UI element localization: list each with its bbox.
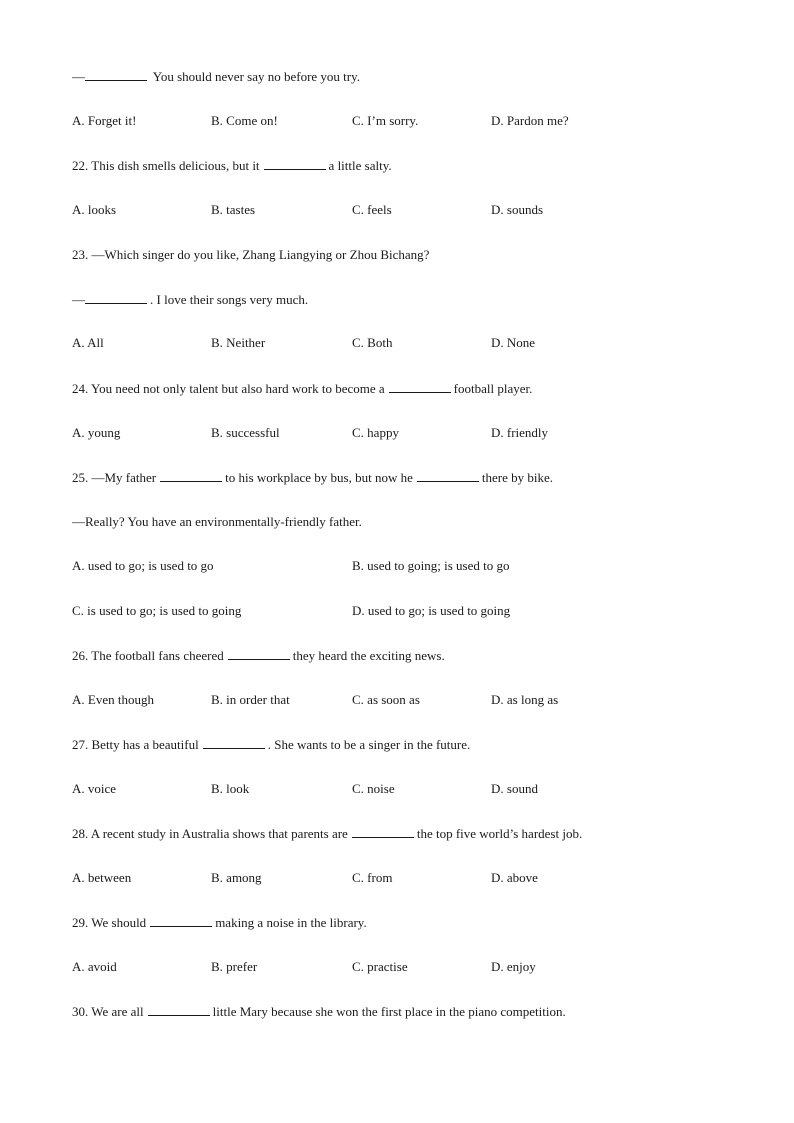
q29-stem: 29. We should (72, 915, 147, 930)
answer-blank (228, 647, 290, 660)
q27-tail: . She wants to be a singer in the future. (267, 737, 471, 752)
option-d: D. Pardon me? (491, 113, 569, 128)
q27-stem: 27. Betty has a beautiful (72, 737, 199, 752)
option-c: C. from (352, 870, 393, 885)
q30-stem: 30. We are all (72, 1004, 144, 1019)
option-c: C. is used to go; is used to going (72, 603, 242, 618)
q30-tail: little Mary because she won the first place in the piano competition. (212, 1004, 566, 1019)
question-23: 23. —Which singer do you like, Zhang Liangying or Zhou Bichang? (72, 247, 430, 262)
q28-stem: 28. A recent study in Australia shows that parents are (72, 826, 348, 841)
option-b: B. look (211, 781, 250, 796)
option-b: B. prefer (211, 959, 258, 974)
option-d: D. above (491, 870, 538, 885)
option-b: B. successful (211, 425, 280, 440)
q25-stem: 25. —My father (72, 470, 157, 485)
q23-reply-line (72, 291, 308, 308)
answer-blank (85, 291, 147, 304)
option-a: A. looks (72, 202, 117, 217)
q22-tail: a little salty. (328, 158, 392, 173)
dash: — (72, 69, 85, 84)
q25-mid: to his workplace by bus, but now he (225, 470, 413, 485)
question-28 (72, 825, 582, 842)
answer-blank (160, 469, 222, 482)
option-a: A. avoid (72, 959, 117, 974)
answer-blank (150, 914, 212, 927)
question-25 (72, 469, 553, 486)
question-30 (72, 1003, 566, 1020)
option-b: B. Neither (211, 335, 266, 350)
q23-reply-text: . I love their songs very much. (150, 292, 309, 307)
option-a: A. between (72, 870, 132, 885)
question-29 (72, 914, 367, 931)
option-c: C. I’m sorry. (352, 113, 419, 128)
q21-reply-line (72, 68, 360, 85)
option-c: C. as soon as (352, 692, 420, 707)
option-d: D. sounds (491, 202, 544, 217)
option-c: C. feels (352, 202, 392, 217)
question-24 (72, 380, 532, 397)
option-d: D. friendly (491, 425, 549, 440)
option-d: D. used to go; is used to going (352, 603, 511, 618)
option-d: D. None (491, 335, 536, 350)
answer-blank (389, 380, 451, 393)
option-a: A. Forget it! (72, 113, 137, 128)
option-b: B. in order that (211, 692, 290, 707)
answer-blank (264, 157, 326, 170)
option-c: C. practise (352, 959, 408, 974)
q26-stem: 26. The football fans cheered (72, 648, 224, 663)
answer-blank (148, 1003, 210, 1016)
option-d: D. enjoy (491, 959, 536, 974)
answer-blank (85, 68, 147, 81)
option-a: A. All (72, 335, 104, 350)
dash: — (72, 292, 85, 307)
option-a: A. young (72, 425, 121, 440)
option-c: C. Both (352, 335, 393, 350)
q24-stem: 24. You need not only talent but also hard work to become a (72, 381, 385, 396)
question-22 (72, 157, 392, 174)
q28-tail: the top five world’s hardest job. (416, 826, 583, 841)
option-a: A. Even though (72, 692, 154, 707)
option-a: A. used to go; is used to go (72, 558, 214, 573)
option-b: B. used to going; is used to go (352, 558, 510, 573)
option-a: A. voice (72, 781, 117, 796)
q29-tail: making a noise in the library. (215, 915, 367, 930)
option-b: B. Come on! (211, 113, 278, 128)
option-b: B. tastes (211, 202, 256, 217)
option-c: C. noise (352, 781, 395, 796)
q24-tail: football player. (453, 381, 533, 396)
option-d: D. sound (491, 781, 538, 796)
question-26 (72, 647, 445, 664)
option-d: D. as long as (491, 692, 559, 707)
q21-reply-text: You should never say no before you try. (150, 69, 361, 84)
q26-tail: they heard the exciting news. (292, 648, 445, 663)
q25-tail: there by bike. (481, 470, 554, 485)
q25-reply-line: —Really? You have an environmentally-friendly father. (72, 514, 362, 529)
option-b: B. among (211, 870, 262, 885)
answer-blank (417, 469, 479, 482)
option-c: C. happy (352, 425, 399, 440)
question-27 (72, 736, 470, 753)
q22-stem: 22. This dish smells delicious, but it (72, 158, 260, 173)
answer-blank (352, 825, 414, 838)
answer-blank (203, 736, 265, 749)
